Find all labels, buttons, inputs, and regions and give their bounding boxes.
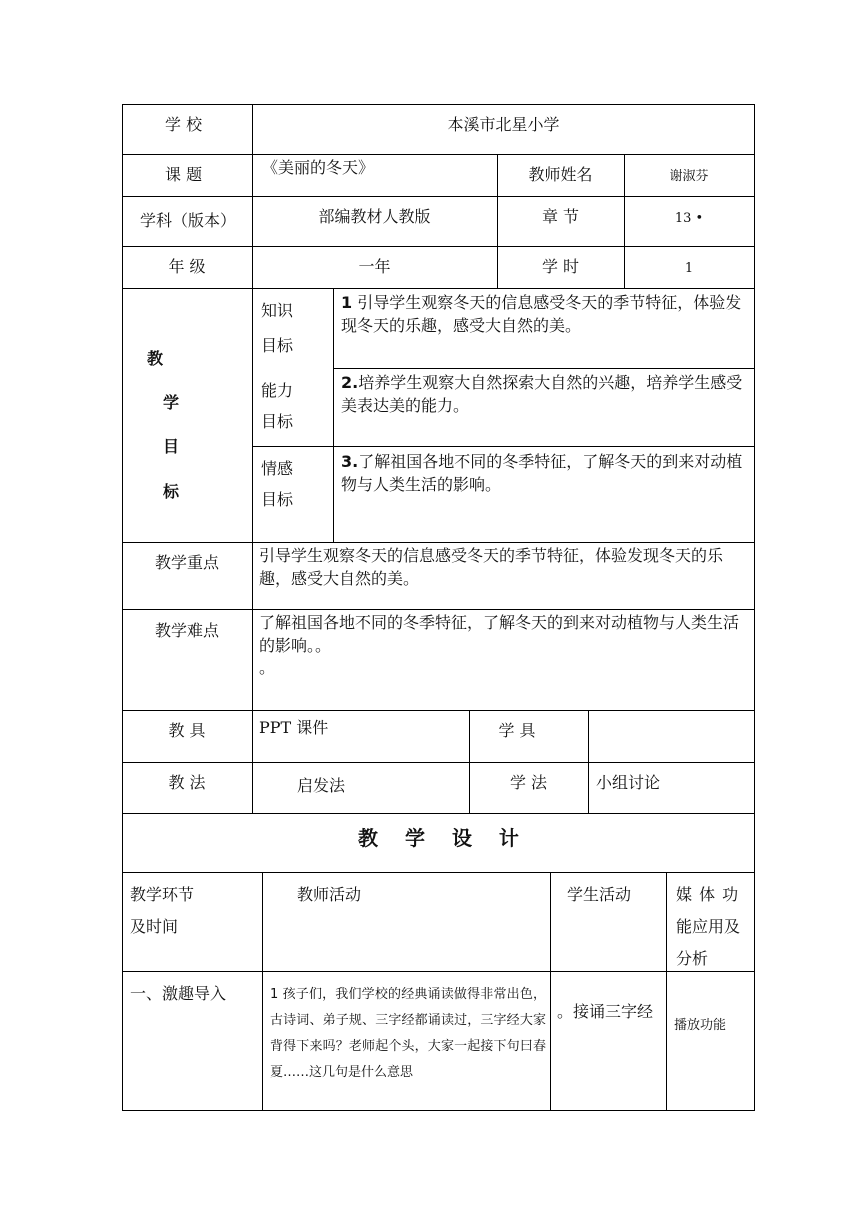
ability-goal-text: 2.培养学生观察大自然探索大自然的兴趣，培养学生感受美表达美的能力。 bbox=[341, 373, 743, 415]
design-row1-media: 播放功能 bbox=[674, 1018, 727, 1033]
school-value: 本溪市北星小学 bbox=[447, 115, 560, 134]
subject-value: 部编教材人教版 bbox=[318, 207, 431, 226]
design-row1-stage: 一、激趣导入 bbox=[130, 984, 227, 1003]
ability-label-1: 能力 bbox=[261, 381, 294, 400]
chapter-label: 章 节 bbox=[541, 207, 580, 226]
knowledge-goal-text: 1 引导学生观察冬天的信息感受冬天的季节特征，体验发现冬天的乐趣，感受大自然的美。 bbox=[341, 293, 742, 335]
design-col-stage-2: 及时间 bbox=[130, 917, 179, 936]
goals-label-char-3: 目 bbox=[163, 437, 180, 456]
goals-label-char-1: 教 bbox=[147, 349, 164, 368]
design-row1-student-activity: 。接诵三字经 bbox=[557, 1002, 654, 1021]
school-label: 学 校 bbox=[165, 115, 203, 134]
teaching-tools-value: PPT 课件 bbox=[259, 718, 329, 737]
ability-label-2: 目标 bbox=[261, 412, 294, 431]
grade-value: 一年 bbox=[358, 257, 391, 276]
learning-tools-label: 学 具 bbox=[498, 721, 536, 740]
hours-value: 1 bbox=[684, 261, 694, 276]
design-col-teacher: 教师活动 bbox=[297, 885, 362, 904]
grade-label: 年 级 bbox=[168, 257, 206, 276]
teacher-name-value: 谢淑芬 bbox=[669, 169, 709, 184]
teaching-method-label: 教 法 bbox=[168, 773, 206, 792]
emotion-label-1: 情感 bbox=[261, 459, 294, 478]
knowledge-label-1: 知识 bbox=[261, 301, 294, 320]
difficulty-extra: 。 bbox=[259, 658, 276, 677]
subject-label: 学科（版本） bbox=[139, 211, 236, 230]
chapter-value: 13 • bbox=[674, 211, 704, 226]
design-col-stage-1: 教学环节 bbox=[130, 885, 195, 904]
difficulty-label: 教学难点 bbox=[154, 621, 219, 640]
hours-label: 学 时 bbox=[541, 257, 580, 276]
design-col-student: 学生活动 bbox=[567, 885, 632, 904]
topic-label: 课 题 bbox=[165, 165, 203, 184]
goals-label-char-2: 学 bbox=[163, 393, 180, 412]
learning-method-label: 学 法 bbox=[509, 773, 548, 792]
teacher-name-label: 教师姓名 bbox=[528, 165, 593, 184]
design-col-media-2: 能应用及 bbox=[676, 917, 741, 936]
teaching-tools-label: 教 具 bbox=[168, 721, 206, 740]
design-col-media-1: 媒 体 功 bbox=[676, 885, 740, 904]
design-row1-teacher-activity: 1 孩子们，我们学校的经典诵读做得非常出色，古诗词、弟子规、三字经都诵读过，三字经大家背得下来吗？老师起个头，大家一起接下句曰春夏……这几句是什么意思 bbox=[270, 987, 546, 1080]
emotion-label-2: 目标 bbox=[261, 490, 294, 509]
key-point-label: 教学重点 bbox=[154, 553, 219, 572]
goals-label-char-4: 标 bbox=[163, 482, 180, 501]
teaching-method-value: 启发法 bbox=[297, 776, 346, 795]
difficulty-text: 了解祖国各地不同的冬季特征，了解冬天的到来对动植物与人类生活的影响。。 bbox=[259, 613, 740, 655]
topic-value: 《美丽的冬天》 bbox=[262, 158, 375, 177]
design-title: 教 学 设 计 bbox=[358, 826, 529, 850]
design-col-media-3: 分析 bbox=[676, 949, 709, 968]
learning-method-value: 小组讨论 bbox=[596, 773, 661, 792]
emotion-goal-text: 3.了解祖国各地不同的冬季特征，了解冬天的到来对动植物与人类生活的影响。 bbox=[341, 452, 743, 494]
key-point-text: 引导学生观察冬天的信息感受冬天的季节特征，体验发现冬天的乐趣，感受大自然的美。 bbox=[259, 546, 724, 588]
knowledge-label-2: 目标 bbox=[261, 336, 294, 355]
